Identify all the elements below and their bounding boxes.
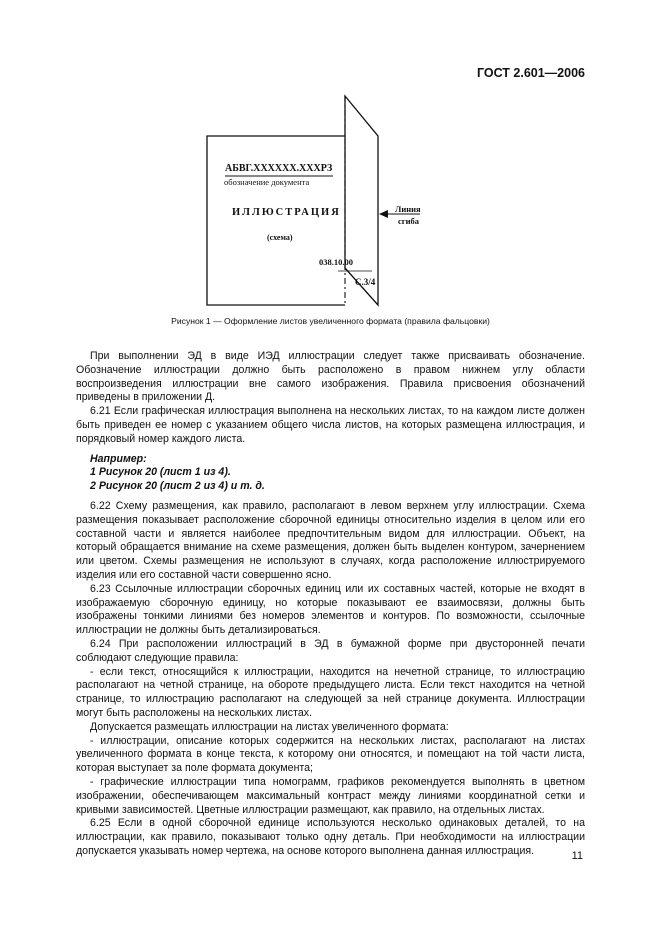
paragraph-iid-designation: При выполнении ЭД в виде ИЭД иллюстрации следует также присваивать обозначение. Обозначение иллюстрации должно быть расположено в правом нижнем углу области воспроизведения иллюстрации вне самого изображения. Правила присвоения обозначений приведены в приложении Д. — [76, 350, 585, 404]
figure-sheet: С.3/4 — [355, 277, 376, 287]
figure-designation: АБВГ.XXXXXX.XXXРЗ — [225, 163, 333, 174]
paragraph-enlarged-format: Допускается размещать иллюстрации на листах увеличенного формата: — [90, 720, 449, 733]
paragraph-6-25: 6.25 Если в одной сборочной единице используются несколько одинаковых деталей, то на иллюстрации, как правило, показывают только одну деталь. При необходимости на иллюстрации допускается указывать номер чертежа, на основе которого выполнена данная иллюстрация. — [76, 817, 585, 857]
folding-figure — [0, 0, 661, 330]
figure-title: ИЛЛЮСТРАЦИЯ — [232, 207, 341, 218]
paragraph-6-23: 6.23 Ссылочные иллюстрации сборочных единиц или их составных частей, которые не входят в изображаемую сборочную единицу, но которые показывают ее взаимосвязи, должны быть изображены тонкими линиями без номеров элементов и контуров. По возможности, ссылочные иллюстрации не должны быть детализироваться. — [76, 582, 585, 637]
page-number: 11 — [571, 850, 583, 862]
paragraph-6-21: 6.21 Если графическая иллюстрация выполнена на нескольких листах, то на каждом листе должен быть приведен ее номер с указанием общего числа листов, на которых размещена иллюстрация, и порядковый номер каждого листа. — [76, 405, 585, 445]
fold-label-crease: сгиба — [398, 216, 420, 226]
example-item-2: 2 Рисунок 20 (лист 2 из 4) и т. д. — [90, 480, 265, 493]
figure-number: 038.10.00 — [319, 257, 353, 267]
figure-designation-caption: обозначение документа — [224, 177, 310, 187]
sheet-outline — [207, 136, 345, 305]
fold-label-line: Линия — [395, 204, 421, 214]
document-code: ГОСТ 2.601—2006 — [476, 66, 585, 80]
list-item-nomograms: - графические иллюстрации типа номограмм, графиков рекомендуется выполнять в цветном изображении, обеспечивающем максимальный контраст между линиями координатной сетки и кривыми зависимостей. Цветные иллюстрации размещают, как правило, на отдельных листах. — [76, 775, 585, 816]
figure-caption: Рисунок 1 — Оформление листов увеличенного формата (правила фальцовки) — [171, 316, 490, 326]
example-item-1: 1 Рисунок 20 (лист 1 из 4). — [90, 466, 231, 479]
paragraph-6-22: 6.22 Схему размещения, как правило, располагают в левом верхнем углу иллюстрации. Схема размещения показывает расположение сборочной единицы относительно изделия в целом или его составной части и является наиболее предпочтительным видом для иллюстрации. Объект, на который обращается внимание на схеме размещения, должен быть выделен контуром, зачернением или цветом. Схемы размещения не используют в случаях, когда расположение иллюстрируемого изделия или его составной части совершенно ясно. — [76, 499, 585, 581]
body-text — [76, 350, 585, 859]
fold-arrow-head — [379, 210, 388, 218]
list-item-multi-sheet: - иллюстрации, описание которых содержится на нескольких листах, располагают на листах увеличенного формата в конце текста, к которому они относятся, и помещают на той части листа, которая выступает за поле формата документа; — [76, 734, 585, 775]
figure-subtitle: (схема) — [267, 233, 293, 242]
paragraph-6-24: 6.24 При расположении иллюстраций в ЭД в бумажной форме при двусторонней печати соблюдают следующие правила: — [76, 637, 585, 664]
list-item-text-placement: - если текст, относящийся к иллюстрации, находится на нечетной странице, то иллюстрацию располагают на четной странице, на обороте предыдущего листа. Если текст находится на четной странице, то иллюстрацию располагают на следующей за ней странице документа. Иллюстрации могут быть расположены на нескольких листах. — [76, 665, 585, 719]
example-heading: Например: — [90, 452, 147, 465]
